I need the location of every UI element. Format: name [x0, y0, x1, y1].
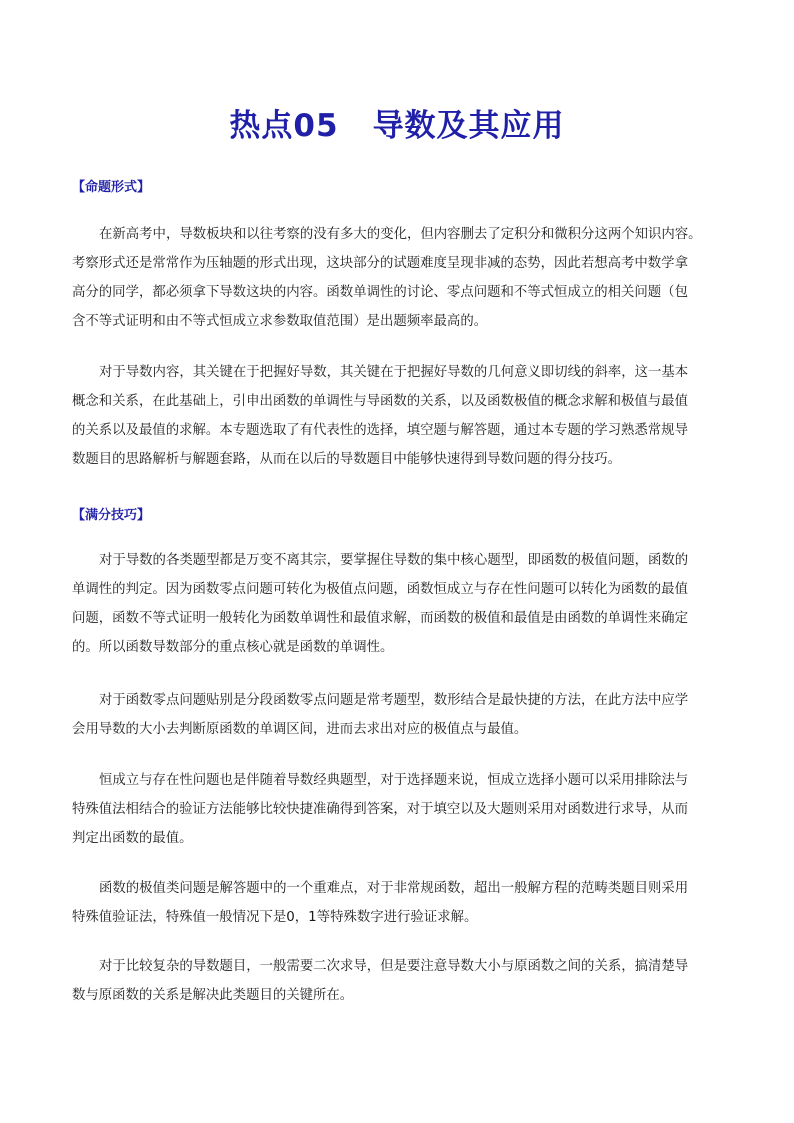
paragraph — [72, 952, 722, 1010]
paragraph-line: 函数的极值类问题是解答题中的一个重难点，对于非常规函数，超出一般解方程的范畴类题目则采用 — [99, 881, 689, 896]
title-prefix: 热点05 — [229, 108, 339, 144]
section-label-full-score-tips: 【满分技巧】 — [72, 508, 151, 523]
paragraph-line: 问题，函数不等式证明一般转化为函数单调性和最值求解，而函数的极值和最值是由函数的单调性来确定 — [72, 611, 688, 626]
paragraph-line: 概念和关系，在此基础上，引申出函数的单调性与导函数的关系，以及函数极值的概念求解和极值与最值 — [72, 394, 688, 409]
paragraph — [72, 546, 722, 662]
paragraph-line: 数与原函数的关系是解决此类题目的关键所在。 — [72, 988, 354, 1003]
paragraph-line: 特殊值验证法，特殊值一般情况下是0，1等特殊数字进行验证求解。 — [72, 910, 478, 925]
paragraph-line: 对于比较复杂的导数题目，一般需要二次求导，但是要注意导数大小与原函数之间的关系，搞清楚导 — [99, 959, 689, 974]
paragraph-line: 单调性的判定。因为函数零点问题可转化为极值点问题，函数恒成立与存在性问题可以转化为函数的最值 — [72, 582, 688, 597]
page-title — [0, 104, 794, 148]
paragraph-line: 高分的同学，都必须拿下导数这块的内容。函数单调性的讨论、零点问题和不等式恒成立的相关问题（包 — [72, 285, 688, 300]
paragraph-line: 对于导数内容，其关键在于把握好导数，其关键在于把握好导数的几何意义即切线的斜率，这一基本 — [99, 365, 689, 380]
paragraph — [72, 686, 722, 744]
paragraph-line: 的关系以及最值的求解。本专题选取了有代表性的选择，填空题与解答题，通过本专题的学习熟悉常规导 — [72, 423, 688, 438]
paragraph-line: 对于函数零点问题贴别是分段函数零点问题是常考题型，数形结合是最快捷的方法，在此方法中应学 — [99, 693, 689, 708]
paragraph-line: 特殊值法相结合的验证方法能够比较快捷准确得到答案，对于填空以及大题则采用对函数进行求导，从而 — [72, 802, 688, 817]
paragraph-line: 的。所以函数导数部分的重点核心就是函数的单调性。 — [72, 640, 394, 655]
title-main: 导数及其应用 — [372, 108, 565, 144]
paragraph-line: 考察形式还是常常作为压轴题的形式出现，这块部分的试题难度呈现非减的态势，因此若想高考中数学拿 — [72, 256, 688, 271]
paragraph-line: 含不等式证明和由不等式恒成立求参数取值范围）是出题频率最高的。 — [72, 314, 488, 329]
paragraph-line: 对于导数的各类题型都是万变不离其宗，要掌握住导数的集中核心题型，即函数的极值问题，函数的 — [99, 553, 689, 568]
paragraph-line: 会用导数的大小去判断原函数的单调区间，进而去求出对应的极值点与最值。 — [72, 722, 528, 737]
paragraph — [72, 766, 722, 853]
paragraph-line: 数题目的思路解析与解题套路，从而在以后的导数题目中能够快速得到导数问题的得分技巧。 — [72, 452, 622, 467]
section-label-question-form: 【命题形式】 — [72, 180, 151, 195]
paragraph — [72, 358, 722, 474]
paragraph-line: 在新高考中，导数板块和以往考察的没有多大的变化，但内容删去了定积分和微积分这两个知识内容。 — [99, 227, 702, 242]
paragraph-line: 恒成立与存在性问题也是伴随着导数经典题型，对于选择题来说，恒成立选择小题可以采用排除法与 — [99, 773, 689, 788]
paragraph-line: 判定出函数的最值。 — [72, 831, 193, 846]
paragraph — [72, 874, 722, 932]
paragraph — [72, 220, 722, 336]
